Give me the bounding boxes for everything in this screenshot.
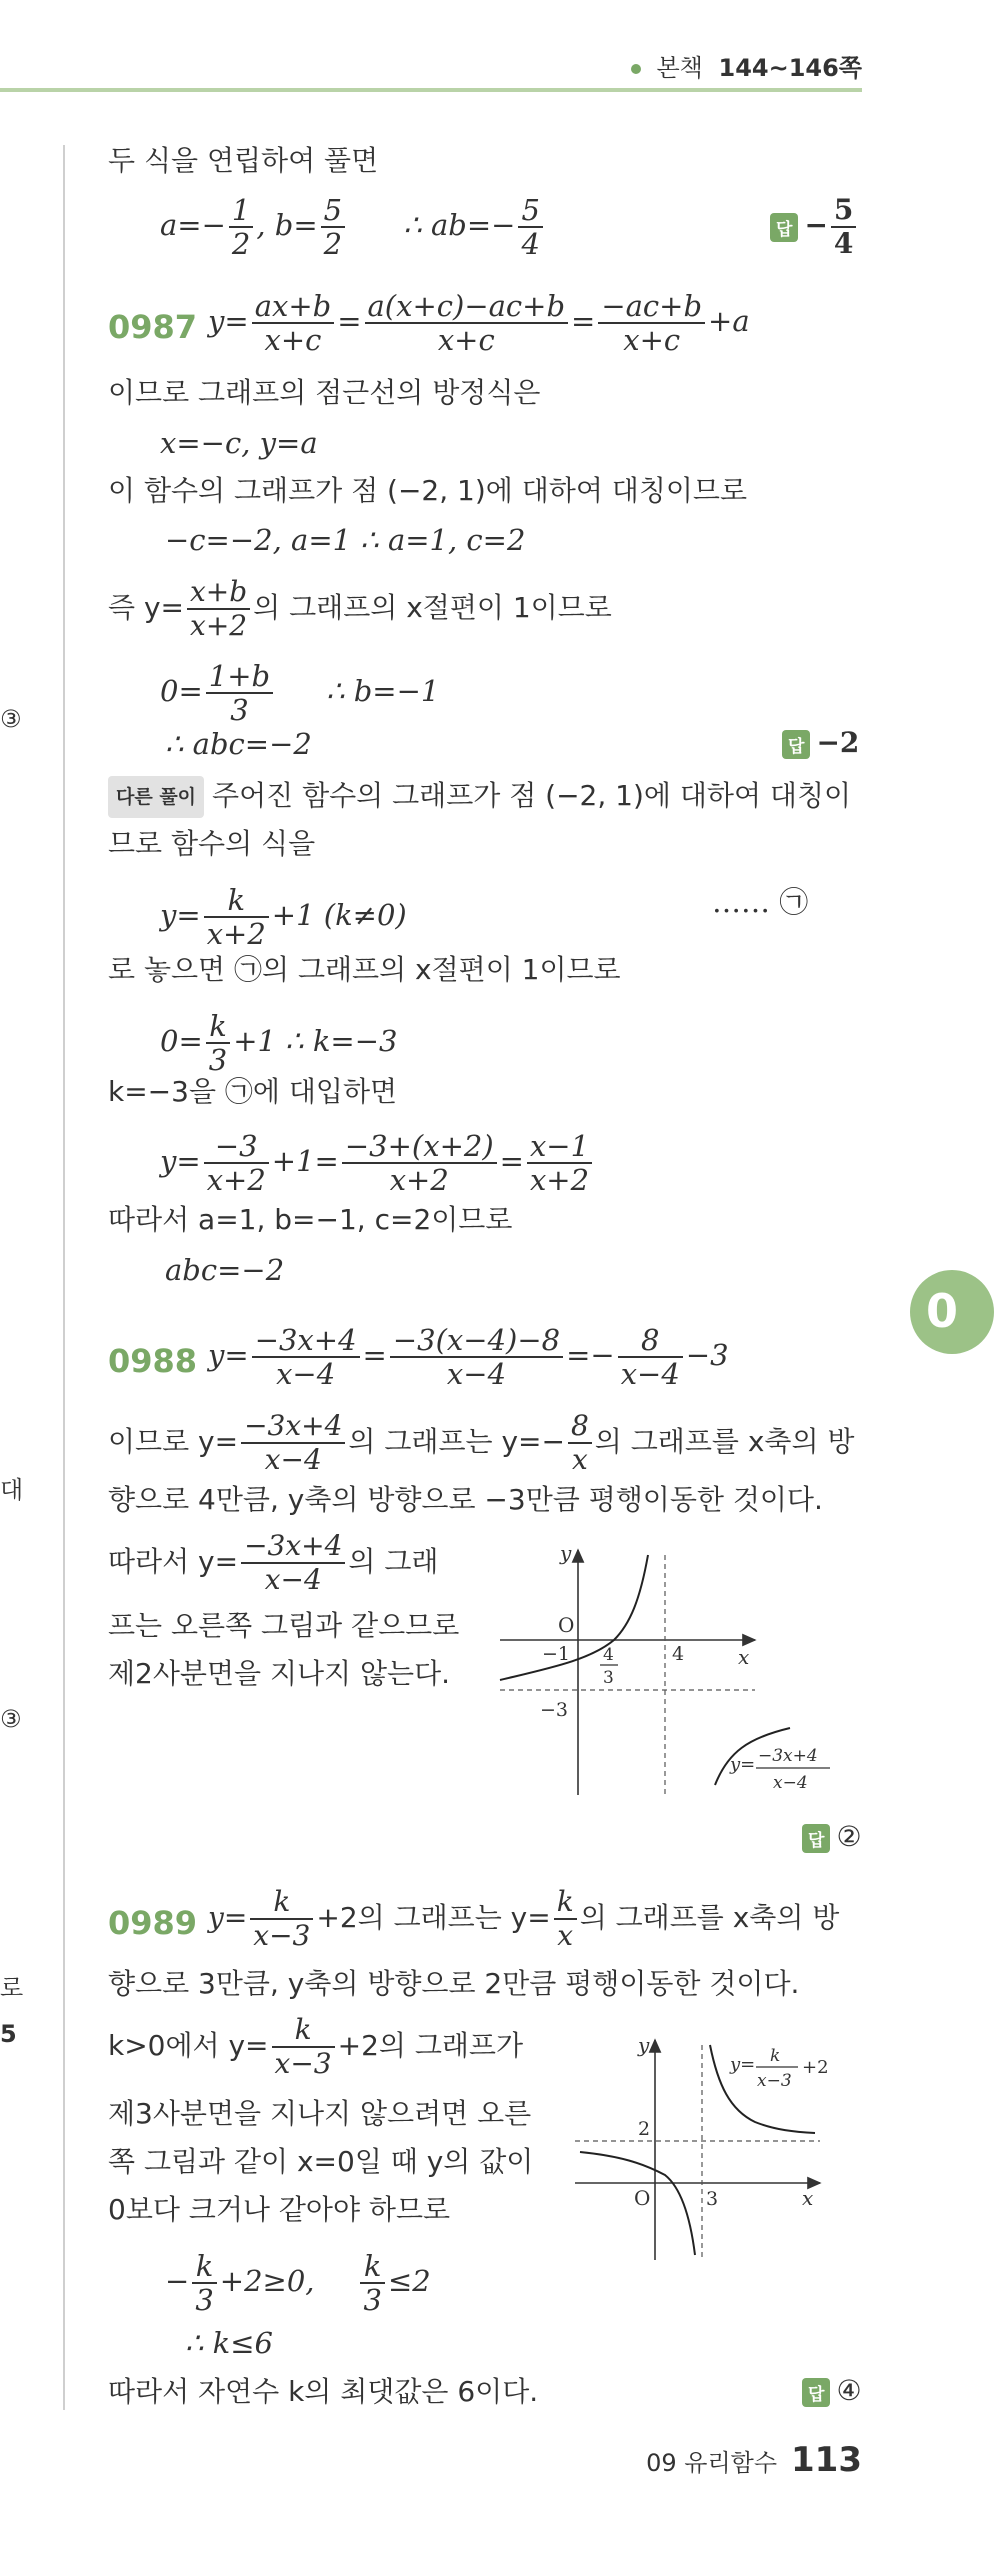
header-pages: 144~146쪽	[718, 54, 862, 82]
equation: y= $\frac{k}{x-3}$ +2의 그래프는 y= $\frac{k}{x}$ 의 그래프를 x축의 방	[208, 1885, 840, 1952]
text-line: 쪽 그림과 같이 x=0일 때 y의 값이	[108, 2145, 534, 2178]
answer-box: 답 −2	[782, 726, 859, 759]
header-book: 본책	[656, 54, 703, 82]
curve-label-prefix: y=	[730, 2054, 756, 2075]
header-rule	[0, 88, 862, 92]
page-footer	[646, 2440, 862, 2480]
tick-label: 2	[638, 2118, 651, 2140]
margin-mark: 5	[0, 2020, 17, 2048]
problem-number: 0987	[108, 308, 198, 346]
answer-badge: 답	[802, 2378, 830, 2407]
curve-label-suffix: +2	[802, 2057, 829, 2078]
text-line: 0보다 크거나 같아야 하므로	[108, 2193, 451, 2226]
text-line: 이 함수의 그래프가 점 (−2, 1)에 대하여 대칭이므로	[108, 474, 748, 507]
text-line: 프는 오른쪽 그림과 같으므로	[108, 1609, 460, 1642]
alt-solution-badge: 다른 풀이	[108, 776, 204, 818]
curve-label-den: x−3	[757, 2071, 792, 2091]
tick-label: −3	[540, 1699, 569, 1721]
equation: −c=−2, a=1 ∴ a=1, c=2	[165, 523, 526, 557]
problem-number: 0989	[108, 1904, 198, 1942]
equation: y= $\frac{ax+b}{x+c}$ = $\frac{a(x+c)-ac+b}{x+c}$ = $\frac{-ac+b}{x+c}$ +a	[208, 289, 750, 357]
equation: abc=−2	[165, 1253, 285, 1287]
bullet-dot-icon	[631, 64, 641, 74]
equation: ∴ k≤6	[185, 2326, 273, 2360]
answer-box: 답 − $\frac{5}{4}$	[770, 194, 859, 260]
answer-badge: 답	[770, 213, 798, 242]
equation: − $\frac{k}{3}$ +2≥0, $\frac{k}{3}$ ≤2	[165, 2249, 431, 2317]
text-line: 두 식을 연립하여 풀면	[108, 144, 379, 177]
origin-label: O	[634, 2186, 651, 2210]
text-line: 따라서 자연수 k의 최댓값은 6이다.	[108, 2375, 539, 2408]
answer-box: 답 ④	[802, 2374, 862, 2407]
graph-0989	[570, 2025, 870, 2265]
page-number: 113	[791, 2440, 862, 2480]
axis-label-y: y	[560, 1541, 572, 1565]
equation: y= $\frac{-3}{x+2}$ +1= $\frac{-3+(x+2)}{x+2}$ = $\frac{x-1}{x+2}$	[160, 1130, 595, 1196]
text-line: 므로 함수의 식을	[108, 827, 316, 860]
chapter-tab-number: 0	[926, 1284, 959, 1338]
equation: ∴ abc=−2	[165, 727, 312, 761]
axis-label-x: x	[738, 1645, 750, 1669]
margin-mark: ③	[0, 1705, 22, 1733]
curve-label-den: x−4	[773, 1773, 808, 1793]
graph-0988	[490, 1540, 880, 1810]
equation: y= $\frac{k}{x+2}$ +1 (k≠0)	[160, 883, 407, 951]
text-line: 이므로 y= $\frac{-3x+4}{x-4}$ 의 그래프는 y=− $\frac{8}{x}$ 의 그래프를 x축의 방	[108, 1409, 855, 1476]
answer-box: 답 ②	[802, 1820, 862, 1853]
footer-chapter: 09 유리함수	[646, 2449, 778, 2477]
equation: a=− $\frac{1}{2}$ , b= $\frac{5}{2}$ ∴ ab=− $\frac{5}{4}$	[160, 194, 546, 260]
text-line: k>0에서 y= $\frac{k}{x-3}$ +2의 그래프가	[108, 2013, 524, 2080]
origin-label: O	[558, 1613, 575, 1637]
chapter-tab[interactable]	[910, 1270, 994, 1354]
text-line: 이므로 그래프의 점근선의 방정식은	[108, 376, 541, 409]
tick-label-num: 4	[603, 1645, 614, 1665]
margin-mark: 로	[0, 1974, 24, 2002]
text-line: 제2사분면을 지나지 않는다.	[108, 1657, 451, 1690]
header-page-ref	[631, 48, 862, 83]
tick-label-den: 3	[603, 1668, 614, 1688]
text-line: 향으로 3만큼, y축의 방향으로 2만큼 평행이동한 것이다.	[108, 1967, 800, 2000]
curve-label-prefix: y=	[730, 1754, 756, 1775]
answer-badge: 답	[802, 1824, 830, 1853]
curve-label-num: −3x+4	[758, 1746, 818, 1766]
answer-badge: 답	[782, 730, 810, 759]
text-line: k=−3을 ㉠에 대입하면	[108, 1075, 398, 1108]
axis-label-x: x	[802, 2186, 814, 2210]
problem-number: 0988	[108, 1342, 198, 1380]
equation: 0= $\frac{k}{3}$ +1 ∴ k=−3	[160, 1009, 398, 1077]
tick-label: 4	[672, 1643, 685, 1665]
margin-mark: 대	[0, 1476, 24, 1504]
text-line: 따라서 y= $\frac{-3x+4}{x-4}$ 의 그래	[108, 1529, 439, 1596]
equation: 0= $\frac{1+b}{3}$ ∴ b=−1	[160, 659, 440, 727]
tick-label: −1	[542, 1643, 571, 1665]
axis-label-y: y	[638, 2033, 650, 2057]
equation-tag: …… ㉠	[712, 885, 809, 919]
text-line: 제3사분면을 지나지 않으려면 오른	[108, 2097, 532, 2130]
margin-mark: ③	[0, 705, 22, 733]
equation: y= $\frac{-3x+4}{x-4}$ = $\frac{-3(x-4)-8}{x-4}$ =− $\frac{8}{x-4}$ −3	[208, 1323, 729, 1391]
text-line: 로 놓으면 ㉠의 그래프의 x절편이 1이므로	[108, 953, 621, 986]
alt-solution-line: 다른 풀이 주어진 함수의 그래프가 점 (−2, 1)에 대하여 대칭이	[108, 776, 851, 818]
column-rule	[63, 145, 65, 2410]
text-line: 향으로 4만큼, y축의 방향으로 −3만큼 평행이동한 것이다.	[108, 1483, 823, 1516]
curve-label-num: k	[770, 2046, 781, 2066]
tick-label: 3	[706, 2188, 719, 2210]
equation: x=−c, y=a	[160, 426, 318, 460]
text-line: 즉 y= $\frac{x+b}{x+2}$ 의 그래프의 x절편이 1이므로	[108, 575, 612, 642]
text-line: 따라서 a=1, b=−1, c=2이므로	[108, 1203, 513, 1236]
